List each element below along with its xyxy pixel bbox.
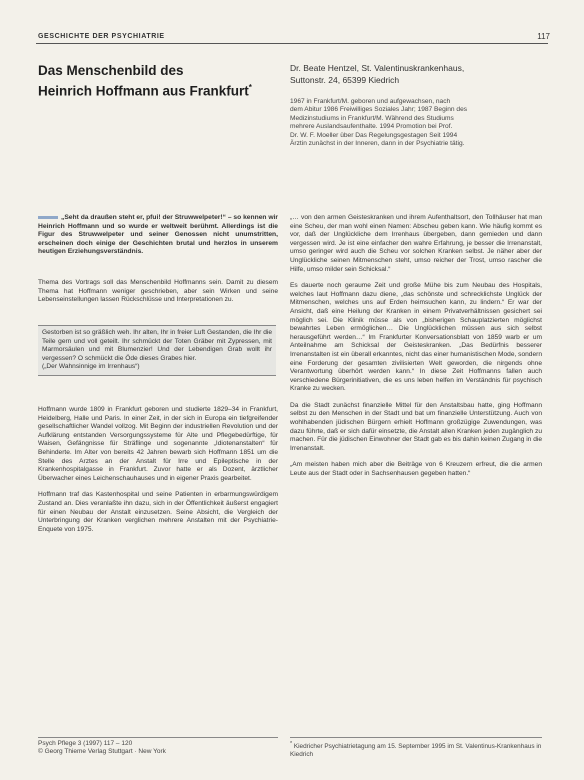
page-number: 117 (537, 32, 550, 41)
title-footnote-mark: * (248, 83, 252, 92)
footnote-text: Kiedricher Psychiatrietagung am 15. September 1995 im St. Valentinus-Krankenhaus in Kiedrich (290, 743, 542, 759)
bio-line: mehrere Auslandsaufenthalte. 1994 Promotion bei Prof. (290, 123, 453, 131)
abstract-marker-icon (38, 216, 58, 219)
paragraph: Hoffmann wurde 1809 in Frankfurt geboren und studierte 1829–34 in Frankfurt, Heidelberg, Halle und Paris. In einer Zeit, in der sich in Europa ein tiefgreifender gesellschaftlicher Wandel vollzog. Mit Beginn der industriellen Revolution und der Aufklärung entstanden Versorgungssysteme für Alte und Pflegebedürftige, für Waisen, Gefängnisse für Sträflinge und sogenannte „Idiotenanstalten“ für Behinderte. Im Alter von bereits 42 Jahren bewarb sich Hoffmann 1851 um die Stelle des Arztes an der Anstalt für Irre und Epileptische in der Krankenhospitalgasse in Frankfurt. Zuvor hatte er als Dozent, ärztlicher Überwacher eines Leichenschauhauses und in eigener Praxis gearbeitet. (38, 406, 278, 482)
author-line-1: Dr. Beate Hentzel, St. Valentinuskrankenhaus, (290, 63, 465, 73)
journal-citation (38, 737, 278, 757)
right-column (290, 214, 542, 487)
bio-line: Dr. W. F. Moeller über Das Regelungsgestagen Seit 1994 (290, 131, 458, 139)
title-line-1: Das Menschenbild des (38, 63, 184, 78)
abstract-text: „Seht da draußen steht er, pfui! der Struwwelpeter!“ – so kennen wir Heinrich Hoffmann und so wurde er weltweit berühmt. Allerdings ist die Figur des Struwwelpeter und seiner Genossen nicht unumstritten, erscheinen doch einige der Geschichten brutal und herzlos in unserem heutigen Erziehungsverständnis. (38, 214, 279, 256)
title-line-2: Heinrich Hoffmann aus Frankfurt (38, 83, 249, 99)
footnote (290, 737, 542, 760)
poem-quote-box (38, 325, 276, 376)
abstract (38, 214, 278, 257)
paragraph: Da die Stadt zunächst finanzielle Mittel für den Anstaltsbau hatte, ging Hoffmann selbst zu den Menschen in der Stadt und bat um finanzielle Unterstützung. Auch von wohlhabenden jüdischen Bürgern erhielt Hoffmann großzügige Zuwendungen, was dazu führte, daß er sich dafür einsetzte, die Anstalt allen Kranken jeden zugänglich zu machen. Für die jüdischen Einwohner der Stadt gab es bis dahin keinen Zugang in die Irrenanstalt. (290, 401, 542, 452)
citation-line: Psych Pflege 3 (1997) 117 – 120 (38, 740, 133, 747)
paragraph: „Am meisten haben mich aber die Beiträge von 6 Kreuzern erfreut, die die armen Leute aus der Stadt oder in Sachsenhausen gegeben hatten.“ (290, 461, 542, 478)
paragraph: Hoffmann traf das Kastenhospital und seine Patienten in erbarmungswürdigem Zustand an. Dies veranlaßte ihn dazu, sich in der Öffentlichkeit äußerst engagiert für einen Neubau der Anstalt einzusetzen. Seine Absicht, die Vergleich der Unterbringung der Kranken verglichen mehrere Anstalten mit der Psychiatrie-Enquete von 1975. (38, 491, 278, 533)
article-title (38, 62, 278, 100)
poem-text: Gestorben ist so gräßlich weh. Ihr alten, Ihr in freier Luft Gestanden, die Ihr die Teile gern und voll geteilt. Ihr schmückt der Toten Gräber mit Zypressen, mit Marmorsäulen und mit Blumenzier! Und der Lebendigen Grab wollt ihr vergessen? O schmückt die Öde dieses Grabes hier. (42, 329, 272, 362)
author-line-2: Suttonstr. 24, 65399 Kiedrich (290, 75, 400, 85)
bio-line: Medizinstudiums in Frankfurt/M. Während des Studiums (290, 114, 454, 122)
bio-line: dem Abitur 1986 Freiwilliges Soziales Jahr; 1987 Beginn des (290, 106, 468, 114)
footnote-mark: * (290, 741, 293, 747)
paragraph: Es dauerte noch geraume Zeit und große Mühe bis zum Neubau des Hospitals, welches laut Hoffmann dazu diene, „das schönste und schrecklichste Unglück der Mitmenschen, welches uns auf Erden heimsuchen kann, zu lindern.“ Er war der Ansicht, daß eine Heilung der Kranken in einem Privatverhältnissen gesichert sei möglich sei. Die Klinik müsse als von „bisherigen Schauplatzierten möglichst bewahrtes Leben ermöglichen… Die Unglücklichen müssen aus sich selbst herausgeführt werden…“ Im Frankfurter Konversationsblatt von 1859 warb er um Anteilnahme am Schicksal der Geisteskranken. „Das Bedürfnis besserer Irrenanstalten ist ein überall erkanntes, nicht das einer humanistischen Mode, sondern eine Forderung der gesamten zivilisierten Welt geworden, die nirgends ohne Verantwortung überhört werden kann.“ In diese Zeit Hoffmanns fallen auch verschiedene Bürgerinitiativen, die es uns leben helfen im Verständnis für psychisch Kranke zu wecken. (290, 282, 542, 393)
bio-line: 1967 in Frankfurt/M. geboren und aufgewachsen, nach (290, 98, 451, 105)
left-column-body (38, 406, 278, 542)
author-bio (290, 98, 545, 148)
author-info (290, 62, 540, 86)
paragraph: Thema des Vortrags soll das Menschenbild Hoffmanns sein. Damit zu diesem Thema hat Hoffmann weniger geschrieben, aber sein Wirken und seine Lebenseinstellungen lassen Rückschlüsse und Interpretationen zu. (38, 279, 278, 304)
bio-line: Ärztin zunächst in der Inneren, dann in der Psychiatrie tätig. (290, 140, 465, 148)
left-column-intro (38, 279, 278, 313)
copyright-line: © Georg Thieme Verlag Stuttgart · New York (38, 748, 166, 756)
section-header: GESCHICHTE DER PSYCHIATRIE (38, 33, 165, 40)
paragraph: „… von den armen Geisteskranken und ihrem Aufenthaltsort, den Tollhäuser hat man eine Scheu, der man wohl einen Namen: Abscheu geben kann. Wie häufig kommt es vor, daß der Unglückliche dem Irrenhaus übergeben, dann gemieden und dann vergessen wird. Je ist eine einfacher den wahre Erfahrung, je besser die Irrenanstalt, umso geringer wird auch die Scheu vor solchen Kranken selbst. Je näher aber der Unglückliche seinen Mitmenschen steht, umso reicher der Trost, umso rascher die Hilfe, umso milder sein Schicksal.“ (290, 214, 542, 273)
poem-source: („Der Wahnsinnige im Irrenhaus“) (42, 363, 140, 371)
